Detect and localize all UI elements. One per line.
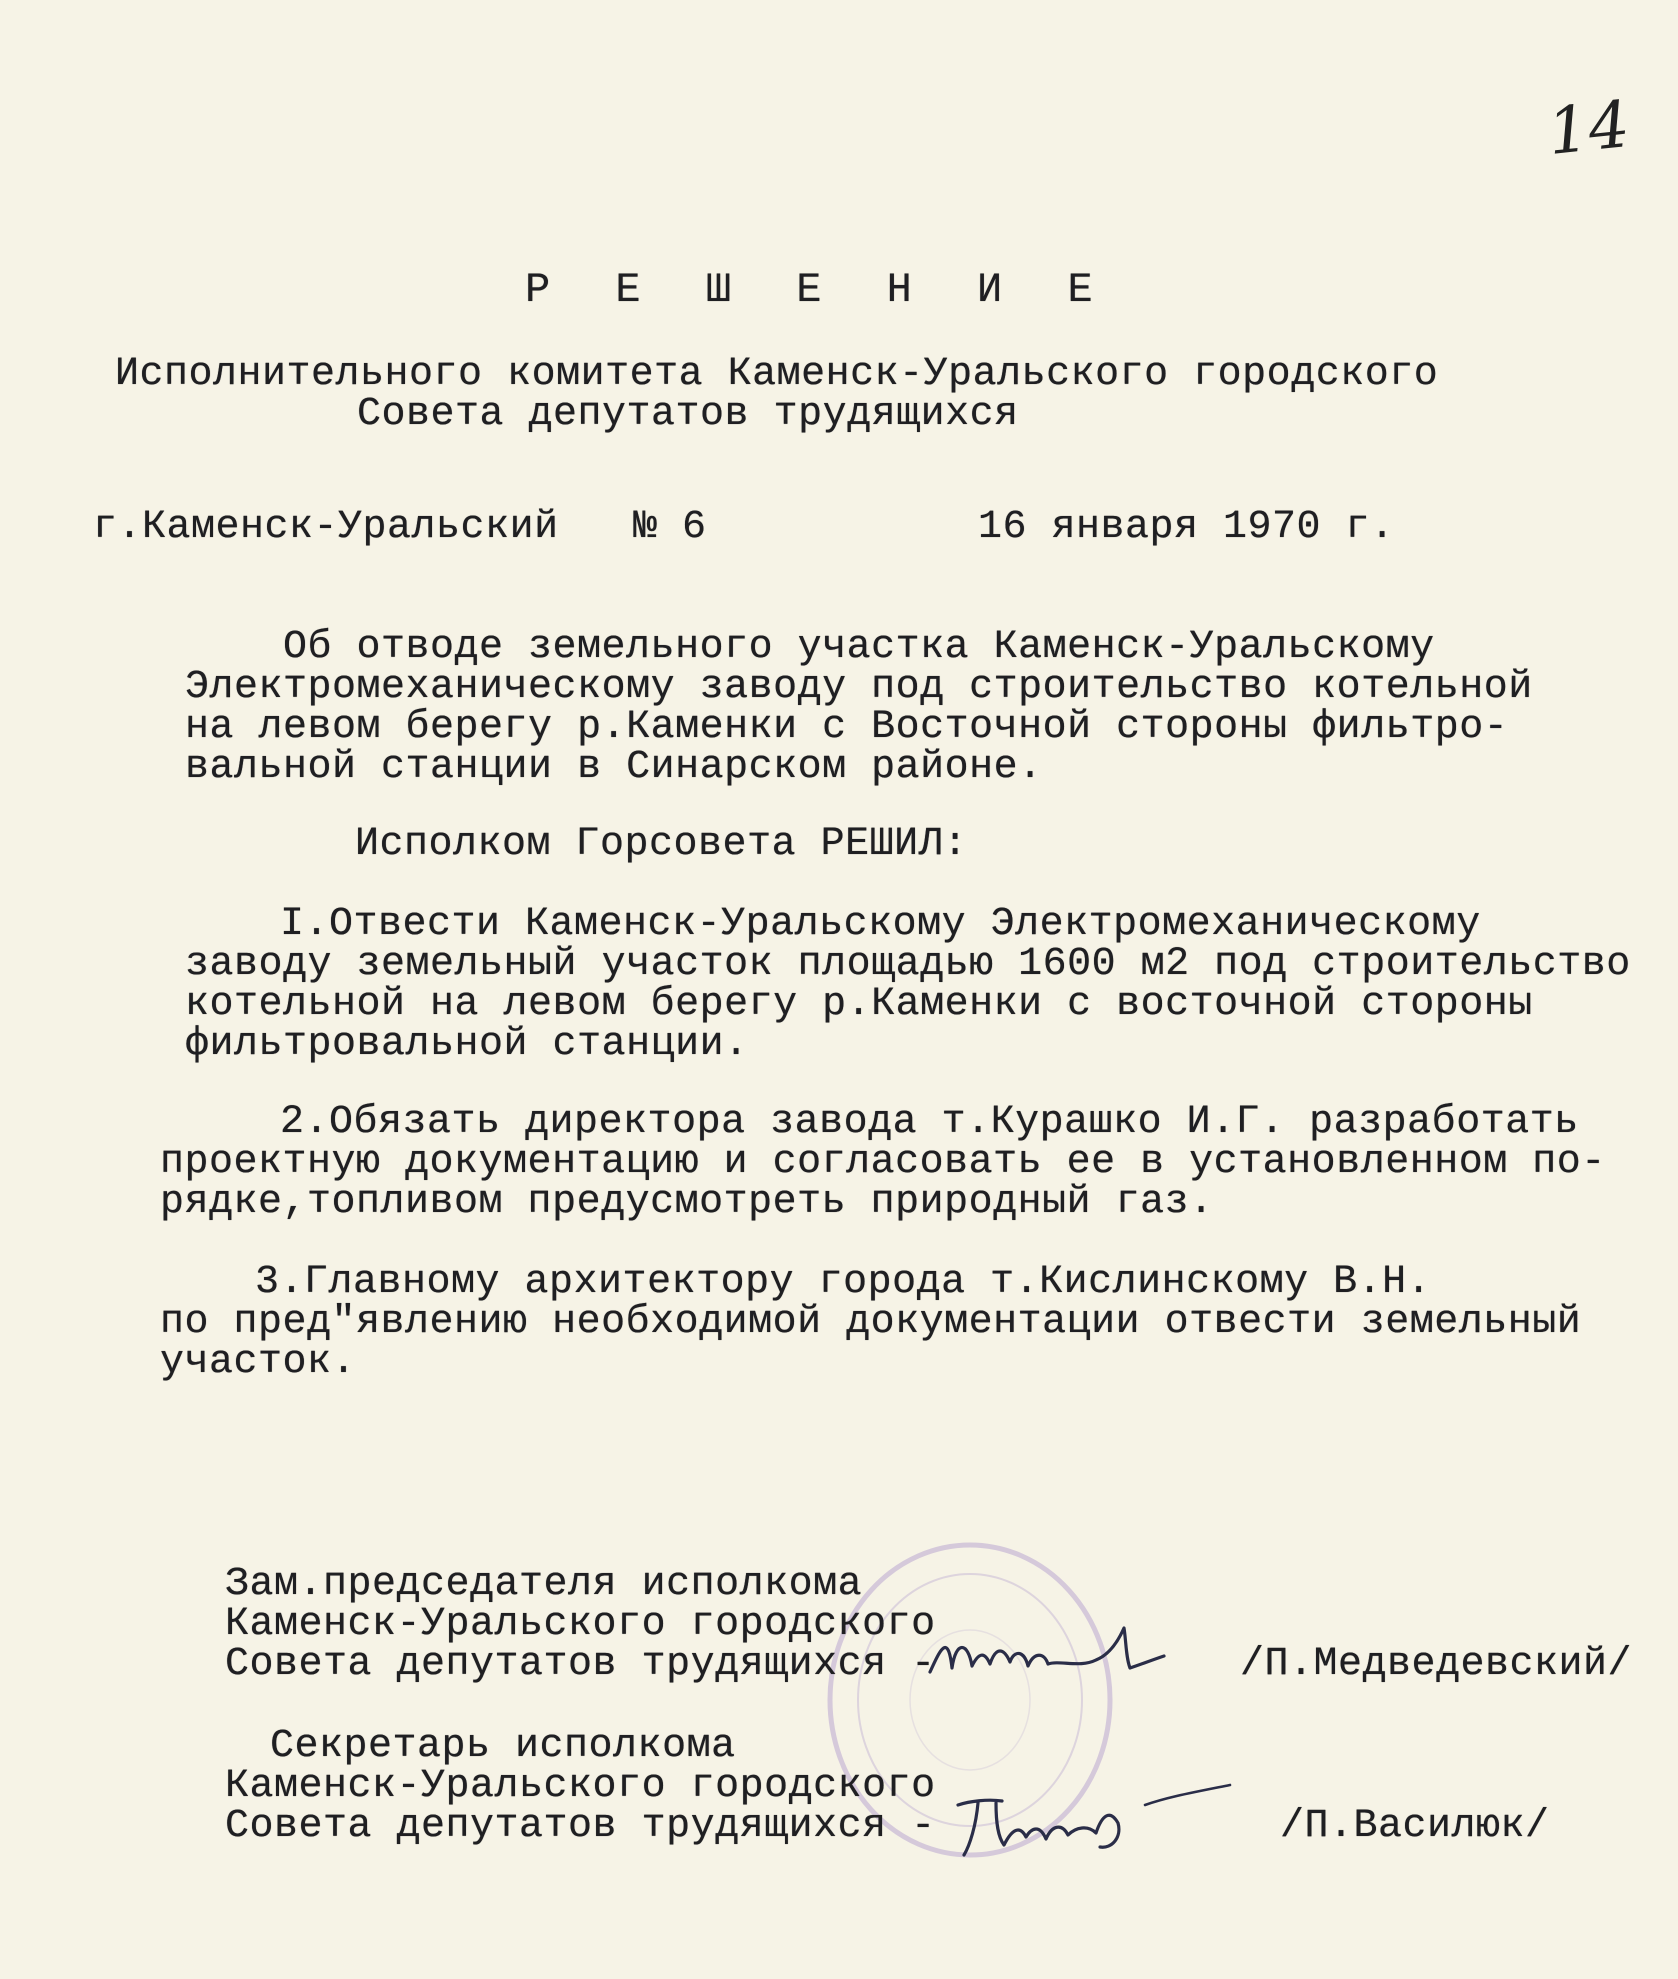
item-3-line-1: 3.Главному архитектору города т.Кислинскому В.Н. (255, 1260, 1432, 1305)
signer-2-title-line-1: Секретарь исполкома (270, 1724, 736, 1769)
signer-1-name: /П.Медведевский/ (1240, 1642, 1633, 1687)
issuer-line-2: Совета депутатов трудящихся (357, 392, 1019, 437)
document-place: г.Каменск-Уральский (93, 505, 559, 550)
item-2-line-2: проектную документацию и согласовать ее в установленном по- (160, 1140, 1606, 1185)
signer-2-title-line-3: Совета депутатов трудящихся - (225, 1804, 936, 1849)
page-number: 14 (1544, 87, 1634, 171)
item-1-line-1: I.Отвести Каменск-Уральскому Электромеханическому (280, 902, 1481, 947)
item-2-line-1: 2.Обязать директора завода т.Курашко И.Г. разработать (280, 1100, 1579, 1145)
item-2-line-3: рядке,топливом предусмотреть природный газ. (160, 1180, 1214, 1225)
signature-vasilyuk (940, 1775, 1240, 1875)
item-1-line-3: котельной на левом берегу р.Каменки с восточной стороны (185, 982, 1533, 1027)
subject-line-4: вальной станции в Синарском районе. (185, 745, 1043, 790)
subject-line-3: на левом берегу р.Каменки с Восточной стороны фильтро- (185, 705, 1509, 750)
subject-line-2: Электромеханическому заводу под строительство котельной (185, 665, 1533, 710)
subject-line-1: Об отводе земельного участка Каменск-Уральскому (283, 625, 1435, 670)
item-1-line-2: заводу земельный участок площадью 1600 м2 под строительство (185, 942, 1631, 987)
document-date: 16 января 1970 г. (978, 505, 1395, 550)
document-title: Р Е Ш Е Н И Е (525, 266, 1113, 314)
signer-2-title-line-2: Каменск-Уральского городского (225, 1764, 936, 1809)
resolved-heading: Исполком Горсовета РЕШИЛ: (355, 822, 968, 867)
issuer-line-1: Исполнительного комитета Каменск-Уральского городского (115, 352, 1439, 397)
signer-1-title-line-3: Совета депутатов трудящихся - (225, 1642, 936, 1687)
document-number: № 6 (633, 505, 707, 550)
item-1-line-4: фильтровальной станции. (185, 1022, 749, 1067)
signer-1-title-line-2: Каменск-Уральского городского (225, 1602, 936, 1647)
item-3-line-3: участок. (160, 1340, 357, 1385)
signature-medvedevsky (920, 1610, 1190, 1700)
signer-1-title-line-1: Зам.председателя исполкома (225, 1562, 863, 1607)
item-3-line-2: по пред"явлению необходимой документации отвести земельный (160, 1300, 1582, 1345)
signer-2-name: /П.Василюк/ (1280, 1804, 1550, 1849)
